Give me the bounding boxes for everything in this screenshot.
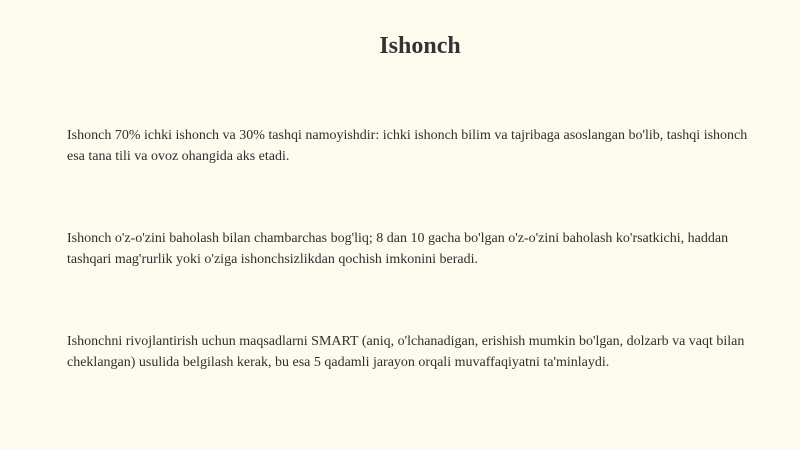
paragraph-smart-goals: Ishonchni rivojlantirish uchun maqsadlarni SMART (aniq, o'lchanadigan, erishish mumkin bo'lgan, dolzarb va vaqt bilan cheklangan) usulida belgilash kerak, bu esa 5 qadamli jarayon orqali muvaffaqiyatni ta'minlaydi. [67, 334, 745, 370]
paragraph-self-esteem: Ishonch o'z-o'zini baholash bilan chambarchas bog'liq; 8 dan 10 gacha bo'lgan o'z-o'zini baholash ko'rsatkichi, haddan tashqari mag'rurlik yoki o'ziga ishonchsizlikdan qochish imkonini beradi. [67, 231, 729, 267]
slide-title: Ishonch [379, 33, 461, 59]
paragraph-internal-external-confidence: Ishonch 70% ichki ishonch va 30% tashqi namoyishdir: ichki ishonch bilim va tajribaga asoslangan bo'lib, tashqi ishonch esa tana tili va ovoz ohangida aks etadi. [67, 128, 748, 164]
